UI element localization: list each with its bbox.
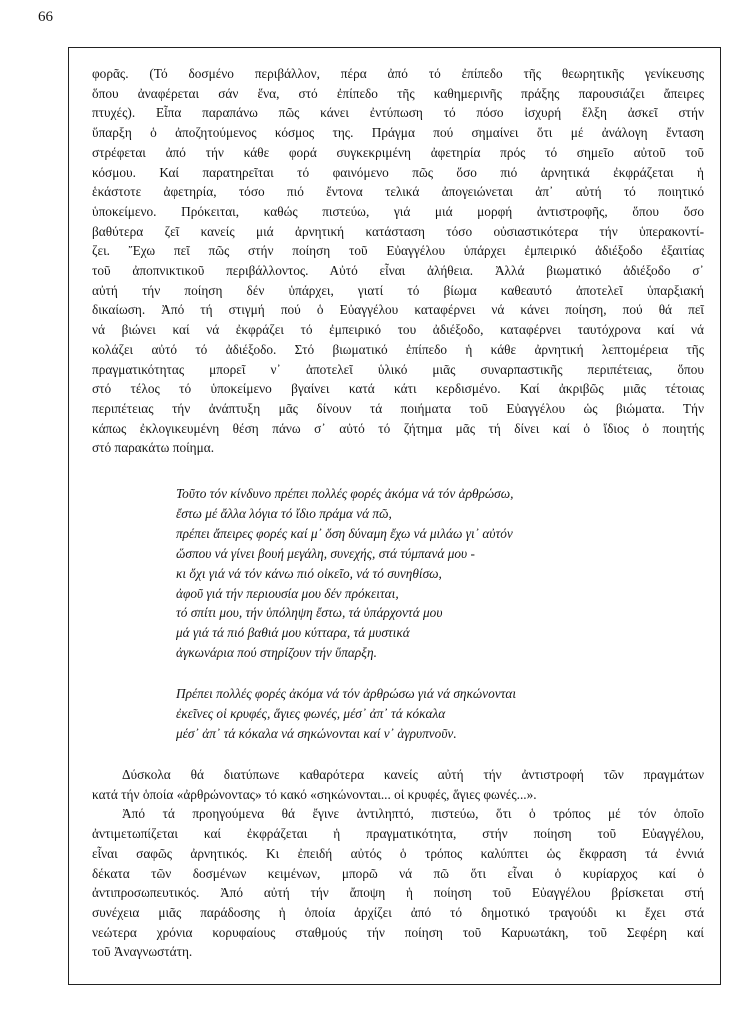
text-line: εἶναι σαφῶς ἀρνητικός. Κι ἐπειδή αὐτός ὁ τρόπος καλύπτει ὡς ἔκφραση τά ἐννιά — [92, 845, 704, 861]
poem-stanza-2 — [176, 684, 676, 744]
poem-verse: ἀφοῦ γιά τήν περιουσία μου δέν πρόκειται, — [176, 585, 399, 601]
text-line: ἑκάστοτε ἀφετηρία, τόσο πιό ἔντονα τελικά ἀπογειώνεται ἀπ᾿ αὐτή τό ποιητικό — [92, 184, 704, 200]
closing-section — [92, 765, 704, 962]
text-line: ἀντιπροσωπευτικός. Ἀπό αὐτή τήν ἄποψη ἡ ποίηση τοῦ Εὐαγγέλου βρίσκεται στή — [92, 885, 704, 901]
text-line: νά βιώνει καί νά ἐκφράζει τό ἐμπειρικό του ἀδιέξοδο, καταφέρνει ταυτόχρονα καί νά — [92, 322, 704, 338]
text-line: στρέφεται ἀπό τήν κάθε φορά συγκεκριμένη ἀφετηρία πρός τό σημεῖο αὐτοῦ τοῦ — [92, 144, 704, 160]
text-line: ὑποκείμενο. Πρόκειται, καθώς πιστεύω, γιά μιά μορφή ἀντιστροφῆς, ὅπου ὅσο — [92, 203, 704, 219]
text-line: νεώτερα χρόνια κορυφαίους σταθμούς τήν ποίηση τοῦ Καρυωτάκη, τοῦ Σεφέρη καί — [92, 924, 704, 940]
text-line: δικαίωση. Ἀπό τή στιγμή πού ὁ Εὐαγγέλου καταφέρνει νά κάνει ποίηση, πού θά πεῖ — [92, 302, 704, 318]
poem-verse: Τοῦτο τόν κίνδυνο πρέπει πολλές φορές ἀκόμα νά τόν ἀρθρώσω, — [176, 486, 514, 501]
quoted-poem — [176, 484, 676, 765]
page-number: 66 — [38, 9, 53, 25]
intro-paragraph — [92, 64, 704, 458]
poem-verse: ὥσπου νά γίνει βουή μεγάλη, συνεχής, στά τύμπανά μου - — [176, 545, 475, 561]
poem-verse: ἐκεῖνες οἱ κρυφές, ἅγιες φωνές, μέσ᾿ ἀπ᾿ τά κόκαλα — [176, 706, 446, 722]
poem-verse: πρέπει ἄπειρες φορές καί μ᾿ ὅση δύναμη ἔχω νά μιλάω γι᾿ αὐτόν — [176, 525, 513, 541]
text-line: ὕπαρξη ὁ ἀποζητούμενος κόσμος της. Πράγμα πού σημαίνει ὅτι μέ ἀνάλογη ἔνταση — [92, 125, 704, 141]
closing-paragraph-2 — [92, 804, 704, 962]
text-line: κολάζει αὐτό τό ἀδιέξοδο. Στό βιωματικό ἐπίπεδο ἡ κάθε ἀρνητική λεπτομέρεια τῆς — [92, 341, 704, 357]
poem-verse: κι ὄχι γιά νά τόν κάνω πιό οἰκεῖο, νά τό συνηθίσω, — [176, 565, 442, 581]
text-line: κάπως ἐκλογικευμένη θέση πάνω σ᾿ αὐτό τό ζήτημα μᾶς τή δίνει καί ὁ ἴδιος ὁ ποιητής — [92, 420, 704, 436]
text-line: τοῦ Ἀναγνωστάτη. — [92, 944, 193, 960]
text-line: περιπέτειας τήν ἀνάπτυξη μᾶς δίνουν τά ποιήματα τοῦ Εὐαγγέλου ὡς βιώματα. Τήν — [92, 400, 704, 416]
closing-paragraph-1 — [92, 765, 704, 804]
text-line: στό παρακάτω ποίημα. — [92, 440, 215, 456]
poem-stanza-1 — [176, 484, 676, 663]
text-line: ἀντιμετωπίζεται καί ἐκφράζεται ἡ πραγματικότητα, στήν ποίηση τοῦ Εὐαγγέλου, — [92, 826, 704, 842]
text-line: ζει. Ἔχω πεῖ πῶς στήν ποίηση τοῦ Εὐαγγέλου ὑπάρχει ἐμπειρικό ἀδιέξοδο ἐξαιτίας — [92, 243, 704, 259]
text-line: πραγματικότητας μπορεῖ ν᾿ ἀποτελεῖ ὑλικό μιᾶς συναρπαστικῆς περιπέτειας, ὅπου — [92, 361, 704, 377]
text-line: πτυχές). Εἶπα παραπάνω πῶς κάνει ἐντύπωση τό πόσο ἰσχυρή ἕλξη ἀσκεῖ στήν — [92, 105, 704, 121]
text-line: στό τέλος τό ὑποκείμενο βγαίνει κατά κάτι κερδισμένο. Καί ἀκριβῶς μιᾶς τέτοιας — [92, 381, 704, 397]
text-line: Δύσκολα θά διατύπωνε καθαρότερα κανείς αὐτή τήν ἀντιστροφή τῶν πραγμάτων — [122, 767, 704, 782]
text-line: φορᾶς. (Τό δοσμένο περιβάλλον, πέρα ἀπό τό ἐπίπεδο τῆς θεωρητικῆς γενίκευσης — [92, 66, 704, 81]
poem-verse: μέσ᾿ ἀπ᾿ τά κόκαλα νά σηκώνονται καί ν᾿ ἀγρυπνοῦν. — [176, 725, 457, 741]
poem-verse: μά γιά τά πιό βαθιά μου κύτταρα, τά μυστικά — [176, 625, 410, 641]
text-line: Ἀπό τά προηγούμενα θά ἔγινε ἀντιληπτό, πιστεύω, ὅτι ὁ τρόπος μέ τόν ὁποῖο — [122, 806, 704, 822]
text-line: αὐτή τήν ποίηση δέν ὑπάρχει, γιατί τό βίωμα καθεαυτό ἀποτελεῖ ὑπαρξιακή — [92, 282, 704, 298]
poem-verse: ἀγκωνάρια πού στηρίζουν τήν ὕπαρξη. — [176, 645, 377, 661]
text-line: συνέχεια μιᾶς παράδοσης ἡ ὁποία ἀρχίζει ἀπό τό δημοτικό τραγούδι κι ἔχει στά — [92, 904, 704, 920]
text-line: κατά τήν ὁποία «ἀρθρώνοντας» τό κακό «σηκώνονται... οἱ κρυφές, ἅγιες φωνές...». — [92, 786, 537, 802]
text-line: ὅπου ἀναφέρεται σάν ἕνα, στό ἐπίπεδο τῆς καθημερινῆς πράξης παρουσιάζει ἄπειρες — [92, 85, 704, 101]
text-line: τοῦ ἀποπνικτικοῦ περιβάλλοντος. Αὐτό εἶναι ἀλήθεια. Ἀλλά βιωματικό ἀδιέξοδο σ᾿ — [92, 263, 704, 279]
poem-verse: τό σπίτι μου, τήν ὑπόληψη ἔστω, τά ὑπάρχοντά μου — [176, 605, 443, 621]
poem-verse: ἔστω μέ ἄλλα λόγια τό ἴδιο πράμα νά πῶ, — [176, 505, 392, 521]
text-line: δέκατα τῶν δοσμένων κειμένων, μπορῶ νά πῶ ὅτι εἶναι ὁ κυρίαρχος καί ὁ — [92, 865, 704, 881]
text-line: κόσμου. Καί παρατηρεῖται τό φαινόμενο πῶς ὅσο πιό ἀρνητικά ἐκφράζεται ἡ — [92, 164, 704, 180]
poem-verse: Πρέπει πολλές φορές ἀκόμα νά τόν ἀρθρώσω γιά νά σηκώνονται — [176, 686, 517, 702]
text-line: βαθύτερα ζεῖ κανείς μιά ἀρνητική κατάσταση τόσο οὐσιαστικότερα τήν ὑπερακοντί- — [92, 223, 704, 239]
